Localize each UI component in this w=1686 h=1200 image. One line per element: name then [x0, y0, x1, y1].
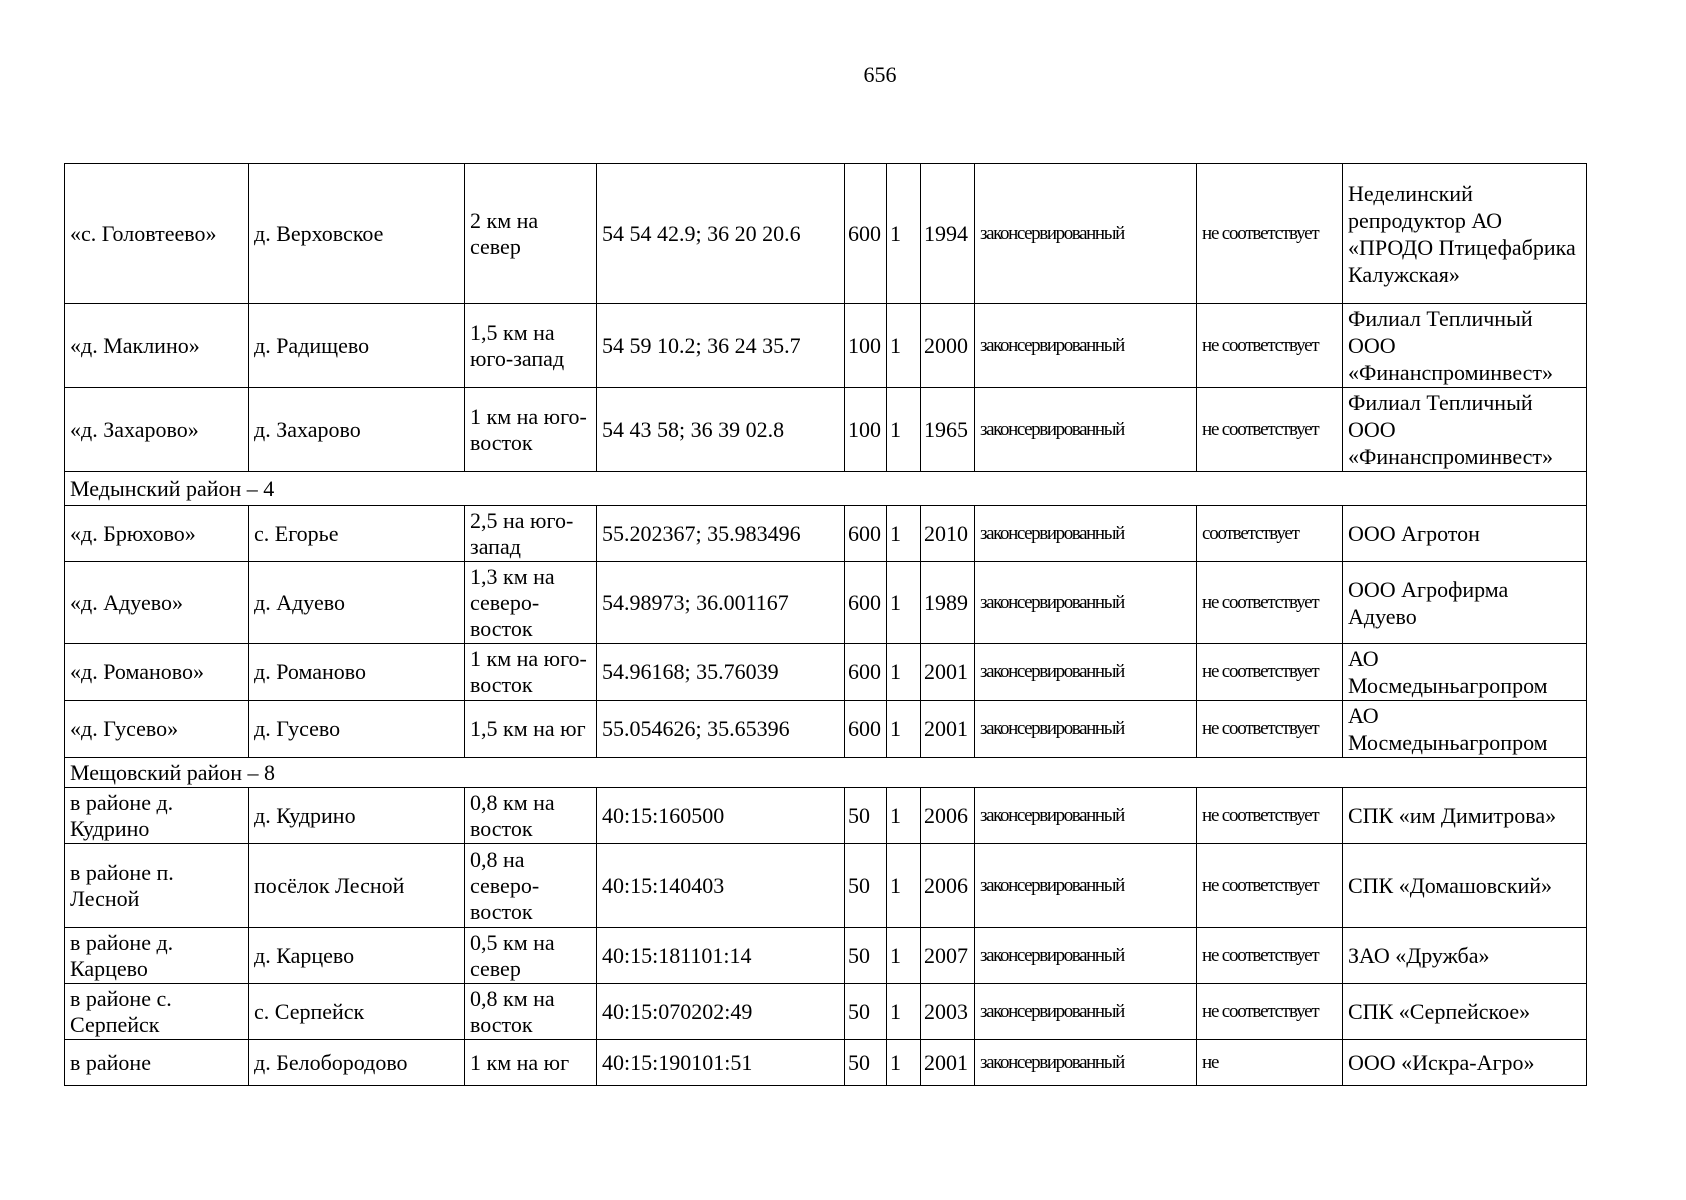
- settlement-cell: д. Гусево: [249, 701, 465, 758]
- table-row: [65, 304, 1587, 388]
- coordinates-cell: 54 43 58; 36 39 02.8: [597, 388, 845, 472]
- settlement-cell: с. Егорье: [249, 506, 465, 562]
- coordinates-cell: 40:15:160500: [597, 788, 845, 844]
- area-cell: 600: [845, 644, 887, 701]
- condition-cell: законсервированный: [975, 562, 1197, 644]
- year-cell: 1965: [921, 388, 975, 472]
- distance-cell: 1 км на юго-восток: [465, 644, 597, 701]
- count-cell: 1: [887, 164, 921, 304]
- compliance-cell: не: [1197, 1040, 1343, 1086]
- area-cell: 600: [845, 562, 887, 644]
- condition-cell: законсервированный: [975, 644, 1197, 701]
- table-row: [65, 644, 1587, 701]
- coordinates-cell: 54.96168; 35.76039: [597, 644, 845, 701]
- condition-cell: законсервированный: [975, 506, 1197, 562]
- settlement-cell: д. Белобородово: [249, 1040, 465, 1086]
- coordinates-cell: 54.98973; 36.001167: [597, 562, 845, 644]
- table-row: [65, 701, 1587, 758]
- compliance-cell: соответствует: [1197, 506, 1343, 562]
- table-row: [65, 164, 1587, 304]
- distance-cell: 2 км на север: [465, 164, 597, 304]
- area-cell: 600: [845, 164, 887, 304]
- year-cell: 1989: [921, 562, 975, 644]
- coordinates-cell: 40:15:070202:49: [597, 984, 845, 1040]
- owner-cell: ООО «Искра-Агро»: [1343, 1040, 1587, 1086]
- coordinates-cell: 55.202367; 35.983496: [597, 506, 845, 562]
- settlement-cell: д. Адуево: [249, 562, 465, 644]
- count-cell: 1: [887, 788, 921, 844]
- compliance-cell: не соответствует: [1197, 164, 1343, 304]
- site-name-cell: «д. Гусево»: [65, 701, 249, 758]
- area-cell: 600: [845, 506, 887, 562]
- count-cell: 1: [887, 1040, 921, 1086]
- area-cell: 50: [845, 788, 887, 844]
- year-cell: 2001: [921, 701, 975, 758]
- area-cell: 50: [845, 928, 887, 984]
- table-row: [65, 1040, 1587, 1086]
- table-row: [65, 506, 1587, 562]
- coordinates-cell: 40:15:140403: [597, 844, 845, 928]
- distance-cell: 0,5 км на север: [465, 928, 597, 984]
- distance-cell: 2,5 на юго-запад: [465, 506, 597, 562]
- settlement-cell: посёлок Лесной: [249, 844, 465, 928]
- condition-cell: законсервированный: [975, 388, 1197, 472]
- table-row: [65, 562, 1587, 644]
- owner-cell: АО Мосмедыньагропром: [1343, 701, 1587, 758]
- count-cell: 1: [887, 984, 921, 1040]
- owner-cell: СПК «Домашовский»: [1343, 844, 1587, 928]
- count-cell: 1: [887, 701, 921, 758]
- settlement-cell: д. Верховское: [249, 164, 465, 304]
- year-cell: 2006: [921, 788, 975, 844]
- area-cell: 600: [845, 701, 887, 758]
- site-name-cell: в районе д. Карцево: [65, 928, 249, 984]
- site-name-cell: «д. Маклино»: [65, 304, 249, 388]
- area-cell: 100: [845, 388, 887, 472]
- owner-cell: ООО Агрофирма Адуево: [1343, 562, 1587, 644]
- settlement-cell: с. Серпейск: [249, 984, 465, 1040]
- district-header-row: [65, 758, 1587, 788]
- year-cell: 2007: [921, 928, 975, 984]
- year-cell: 2000: [921, 304, 975, 388]
- site-name-cell: «д. Брюхово»: [65, 506, 249, 562]
- year-cell: 2003: [921, 984, 975, 1040]
- page-number: 656: [863, 62, 897, 87]
- distance-cell: 1 км на юг: [465, 1040, 597, 1086]
- compliance-cell: не соответствует: [1197, 388, 1343, 472]
- distance-cell: 1,5 км на юго-запад: [465, 304, 597, 388]
- distance-cell: 1 км на юго-восток: [465, 388, 597, 472]
- owner-cell: ООО Агротон: [1343, 506, 1587, 562]
- year-cell: 2001: [921, 644, 975, 701]
- owner-cell: СПК «Серпейское»: [1343, 984, 1587, 1040]
- count-cell: 1: [887, 928, 921, 984]
- owner-cell: Филиал Тепличный ООО «Финанспроминвест»: [1343, 304, 1587, 388]
- condition-cell: законсервированный: [975, 701, 1197, 758]
- compliance-cell: не соответствует: [1197, 984, 1343, 1040]
- condition-cell: законсервированный: [975, 928, 1197, 984]
- cattle-burial-sites-table: [64, 163, 1587, 1086]
- table-row: [65, 844, 1587, 928]
- count-cell: 1: [887, 304, 921, 388]
- coordinates-cell: 54 54 42.9; 36 20 20.6: [597, 164, 845, 304]
- site-name-cell: в районе п. Лесной: [65, 844, 249, 928]
- site-name-cell: «д. Захарово»: [65, 388, 249, 472]
- year-cell: 2010: [921, 506, 975, 562]
- distance-cell: 0,8 км на восток: [465, 984, 597, 1040]
- district-header-row: [65, 472, 1587, 506]
- compliance-cell: не соответствует: [1197, 644, 1343, 701]
- settlement-cell: д. Захарово: [249, 388, 465, 472]
- site-name-cell: «д. Адуево»: [65, 562, 249, 644]
- coordinates-cell: 40:15:190101:51: [597, 1040, 845, 1086]
- compliance-cell: не соответствует: [1197, 562, 1343, 644]
- condition-cell: законсервированный: [975, 984, 1197, 1040]
- settlement-cell: д. Романово: [249, 644, 465, 701]
- settlement-cell: д. Кудрино: [249, 788, 465, 844]
- owner-cell: СПК «им Димитрова»: [1343, 788, 1587, 844]
- table-row: [65, 984, 1587, 1040]
- area-cell: 100: [845, 304, 887, 388]
- table-row: [65, 388, 1587, 472]
- site-name-cell: «с. Головтеево»: [65, 164, 249, 304]
- condition-cell: законсервированный: [975, 844, 1197, 928]
- owner-cell: Филиал Тепличный ООО «Финанспроминвест»: [1343, 388, 1587, 472]
- count-cell: 1: [887, 506, 921, 562]
- count-cell: 1: [887, 388, 921, 472]
- area-cell: 50: [845, 1040, 887, 1086]
- compliance-cell: не соответствует: [1197, 844, 1343, 928]
- owner-cell: ЗАО «Дружба»: [1343, 928, 1587, 984]
- compliance-cell: не соответствует: [1197, 788, 1343, 844]
- year-cell: 2001: [921, 1040, 975, 1086]
- settlement-cell: д. Радищево: [249, 304, 465, 388]
- condition-cell: законсервированный: [975, 1040, 1197, 1086]
- district-label: Мещовский район – 8: [65, 758, 1587, 788]
- site-name-cell: «д. Романово»: [65, 644, 249, 701]
- owner-cell: Неделинский репродуктор АО «ПРОДО Птицефабрика Калужская»: [1343, 164, 1587, 304]
- count-cell: 1: [887, 562, 921, 644]
- coordinates-cell: 55.054626; 35.65396: [597, 701, 845, 758]
- area-cell: 50: [845, 844, 887, 928]
- site-name-cell: в районе: [65, 1040, 249, 1086]
- year-cell: 2006: [921, 844, 975, 928]
- site-name-cell: в районе с. Серпейск: [65, 984, 249, 1040]
- coordinates-cell: 40:15:181101:14: [597, 928, 845, 984]
- table-row: [65, 788, 1587, 844]
- distance-cell: 1,3 км на северо-восток: [465, 562, 597, 644]
- count-cell: 1: [887, 844, 921, 928]
- distance-cell: 0,8 км на восток: [465, 788, 597, 844]
- area-cell: 50: [845, 984, 887, 1040]
- count-cell: 1: [887, 644, 921, 701]
- compliance-cell: не соответствует: [1197, 928, 1343, 984]
- compliance-cell: не соответствует: [1197, 304, 1343, 388]
- condition-cell: законсервированный: [975, 164, 1197, 304]
- condition-cell: законсервированный: [975, 788, 1197, 844]
- district-label: Медынский район – 4: [65, 472, 1587, 506]
- coordinates-cell: 54 59 10.2; 36 24 35.7: [597, 304, 845, 388]
- distance-cell: 0,8 на северо-восток: [465, 844, 597, 928]
- table-body: [65, 164, 1587, 1086]
- owner-cell: АО Мосмедыньагропром: [1343, 644, 1587, 701]
- site-name-cell: в районе д. Кудрино: [65, 788, 249, 844]
- year-cell: 1994: [921, 164, 975, 304]
- distance-cell: 1,5 км на юг: [465, 701, 597, 758]
- settlement-cell: д. Карцево: [249, 928, 465, 984]
- compliance-cell: не соответствует: [1197, 701, 1343, 758]
- condition-cell: законсервированный: [975, 304, 1197, 388]
- table-row: [65, 928, 1587, 984]
